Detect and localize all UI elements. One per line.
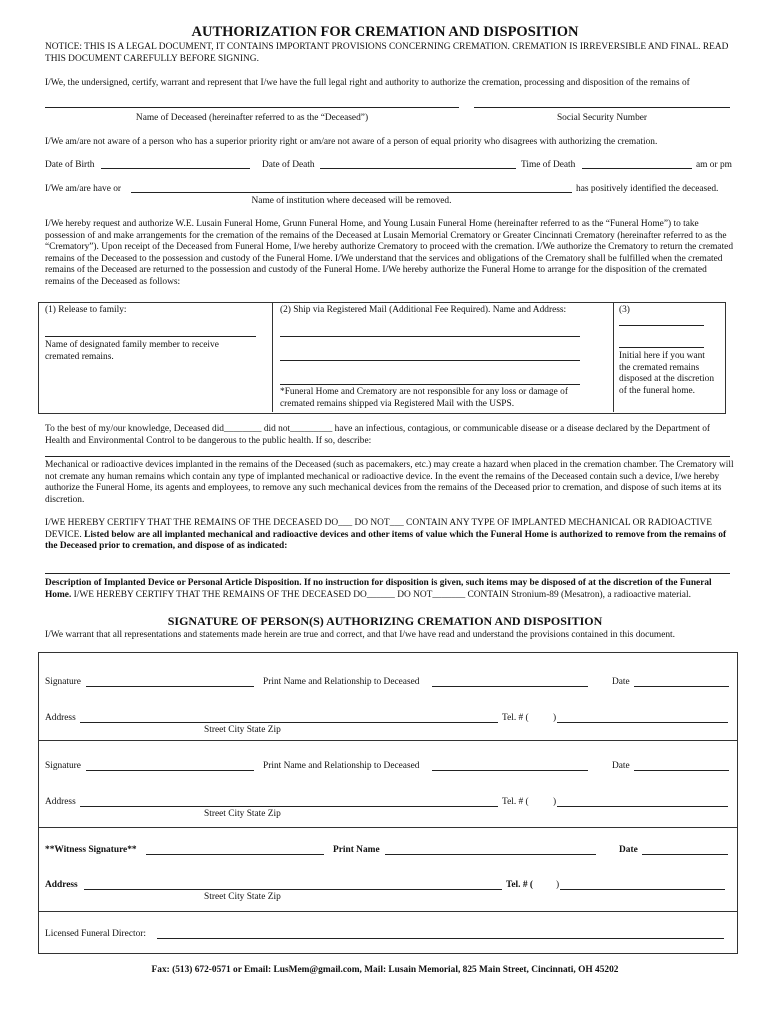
dob-field[interactable]: [101, 168, 250, 169]
tel-label-2: Tel. # (: [502, 797, 529, 807]
institution-field[interactable]: [131, 192, 572, 193]
print-rel-field-2[interactable]: [432, 770, 588, 771]
discretion-note: Initial here if you want the cremated remains disposed at the discretion of the funeral home.: [619, 351, 715, 396]
warrant-text: I/We warrant that all representations and statements made herein are true and correct, and that I/we have read and understand the provisions contained in this document.: [45, 630, 676, 640]
ampm-label: am or pm: [696, 160, 732, 170]
dod-field[interactable]: [320, 168, 516, 169]
description-paragraph: [45, 578, 735, 601]
witness-tel-field[interactable]: [560, 889, 725, 890]
dob-label: Date of Birth: [45, 160, 95, 170]
signature-box: [38, 652, 738, 954]
family-member-note: Name of designated family member to receive cremated remains.: [45, 340, 219, 362]
notice-text: NOTICE: THIS IS A LEGAL DOCUMENT, IT CONTAINS IMPORTANT PROVISIONS CONCERNING CREMATION. CREMATION IS IRREVERSIBLE AND FINAL. READ THIS DOCUMENT CAREFULLY BEFORE SIGNING.: [45, 42, 729, 64]
description-heading: Description of Implanted Device or Personal Article Disposition. If no instruction for disposition is given, such items may be disposed of at the discretion of the Funeral Home.: [45, 578, 712, 600]
disease-description-field[interactable]: [45, 456, 730, 457]
signature-divider: [38, 740, 737, 741]
option-release-family: (1) Release to family:: [45, 305, 127, 315]
identified-label: has positively identified the deceased.: [576, 184, 719, 194]
request-paragraph: I/We hereby request and authorize W.E. Lusain Funeral Home, Grunn Funeral Home, and Young Lusain Funeral Home (hereinafter referred to as the “Funeral Home”) to take possession of and make arrangements for the cremation of the remains of the Deceased at Lusain Memorial Crematory or Greater Cincinnati Crematory (hereinafter referred to as the “Crematory”). Upon receipt of the Deceased from Funeral Home, I/we hereby authorize Crematory to proceed with the cremation. I/We authorize the Crematory to return the cremated remains of the Deceased to the possession and custody of the Funeral Home. I/We understand that the services and obligations of the Crematory shall be fulfilled when the cremated remains of the Deceased are returned to the possession and custody of the Funeral Home. I/We hereby authorize the Funeral Home to arrange for the disposition of the cremated remains of the Deceased as follows:: [45, 219, 734, 287]
witness-street-label: Street City State Zip: [204, 892, 281, 902]
funeral-director-label: Licensed Funeral Director:: [45, 929, 147, 939]
street-label-2: Street City State Zip: [204, 809, 281, 819]
street-label-1: Street City State Zip: [204, 725, 281, 735]
table-divider: [272, 302, 273, 412]
deceased-name-field[interactable]: [45, 107, 459, 108]
disease-paragraph: To the best of my/our knowledge, Deceased did________ did not_________ have an infectious, contagious, or communicable disease or a disease declared by the Department of Health and Environmental Control to be dangerous to the public health. If so, describe:: [45, 424, 711, 446]
date-label-1: Date: [612, 677, 630, 687]
tel-field-1[interactable]: [557, 722, 728, 723]
option-discretion: (3): [619, 305, 630, 315]
tel-label-1: Tel. # (: [502, 713, 529, 723]
date-field-2[interactable]: [634, 770, 729, 771]
witness-tel-label: Tel. # (: [506, 880, 533, 890]
address-field-1[interactable]: [80, 722, 498, 723]
ship-disclaimer: *Funeral Home and Crematory are not responsible for any loss or damage of cremated remains shipped via Registered Mail with the USPS.: [280, 387, 568, 409]
ssn-label: Social Security Number: [556, 113, 648, 123]
signature-label-1: Signature: [45, 677, 81, 687]
deceased-name-label: Name of Deceased (hereinafter referred to as the “Deceased”): [135, 113, 369, 123]
initial-field-1[interactable]: [619, 325, 704, 326]
family-member-field[interactable]: [45, 336, 256, 337]
option-ship-mail: (2) Ship via Registered Mail (Additional Fee Required). Name and Address:: [280, 305, 567, 315]
witness-signature-label: **Witness Signature**: [45, 845, 137, 855]
date-field-1[interactable]: [634, 686, 729, 687]
table-divider: [613, 302, 614, 412]
signature-divider: [38, 827, 737, 828]
funeral-director-field[interactable]: [157, 938, 724, 939]
witness-tel-close: ): [556, 880, 560, 890]
form-title: AUTHORIZATION FOR CREMATION AND DISPOSITION: [191, 24, 579, 40]
device-list-field[interactable]: [45, 573, 730, 574]
ssn-field[interactable]: [474, 107, 730, 108]
witness-date-field[interactable]: [642, 854, 728, 855]
date-label-2: Date: [612, 761, 630, 771]
address-field-2[interactable]: [80, 806, 498, 807]
signature-field-1[interactable]: [86, 686, 254, 687]
stronium-certify-text: I/WE HEREBY CERTIFY THAT THE REMAINS OF THE DECEASED DO______ DO NOT_______ CONTAIN Stronium-89 (Mesatron), a radioactive material.: [73, 589, 691, 600]
have-or-label: I/We am/are have or: [45, 184, 122, 194]
device-certify-text: I/WE HEREBY CERTIFY THAT THE REMAINS OF THE DECEASED DO___ DO NOT___ CONTAIN ANY TYPE OF IMPLANTED MECHANICAL OR RADIOACTIVE DEVICE.: [45, 518, 712, 540]
witness-signature-field[interactable]: [146, 854, 324, 855]
signature-divider: [38, 911, 737, 912]
address-label-1: Address: [45, 713, 76, 723]
tod-field[interactable]: [582, 168, 692, 169]
tel-field-2[interactable]: [557, 806, 728, 807]
tel-close-2: ): [553, 797, 557, 807]
print-rel-label-1: Print Name and Relationship to Deceased: [263, 677, 420, 687]
ship-address-field-2[interactable]: [280, 360, 580, 361]
priority-text: I/We am/are not aware of a person who has a superior priority right or am/are not aware of a person of equal priority who disagrees with authorizing the cremation.: [45, 137, 658, 147]
tod-label: Time of Death: [521, 160, 576, 170]
tel-close-1: ): [553, 713, 557, 723]
address-label-2: Address: [45, 797, 76, 807]
witness-date-label: Date: [619, 845, 638, 855]
device-certification: [45, 518, 735, 553]
dod-label: Date of Death: [262, 160, 315, 170]
print-rel-label-2: Print Name and Relationship to Deceased: [263, 761, 420, 771]
devices-paragraph: Mechanical or radioactive devices implanted in the remains of the Deceased (such as pacemakers, etc.) may create a hazard when placed in the cremation chamber. The Crematory will not cremate any human remains which contain any type of implanted mechanical or radioactive device. In the event the remains of the Deceased contain such a device, I/we hereby authorize the Funeral Home, its agents and employees, to remove any such mechanical devices from the remains of the Deceased prior to cremation, and dispose of such items at its discretion.: [45, 460, 734, 505]
witness-address-label: Address: [45, 880, 78, 890]
witness-print-name-label: Print Name: [333, 845, 380, 855]
initial-field-2[interactable]: [619, 347, 704, 348]
footer-contact: Fax: (513) 672-0571 or Email: LusMem@gmail.com, Mail: Lusain Memorial, 825 Main Street, Cincinnati, OH 45202: [151, 965, 619, 975]
device-list-instructions: Listed below are all implanted mechanical and radioactive devices and other items of value which the Funeral Home is authorized to remove from the remains of the Deceased prior to cremation, and dispose of as indicated:: [45, 529, 727, 552]
ship-address-field-1[interactable]: [280, 336, 580, 337]
signature-field-2[interactable]: [86, 770, 254, 771]
signature-label-2: Signature: [45, 761, 81, 771]
institution-label: Name of institution where deceased will be removed.: [251, 196, 452, 206]
ship-address-field-3[interactable]: [280, 384, 580, 385]
print-rel-field-1[interactable]: [432, 686, 588, 687]
signature-section-title: SIGNATURE OF PERSON(S) AUTHORIZING CREMATION AND DISPOSITION: [167, 614, 603, 628]
witness-address-field[interactable]: [84, 889, 502, 890]
certify-text: I/We, the undersigned, certify, warrant and represent that I/we have the full legal right and authority to authorize the cremation, processing and disposition of the remains of: [45, 78, 690, 88]
witness-print-name-field[interactable]: [385, 854, 596, 855]
